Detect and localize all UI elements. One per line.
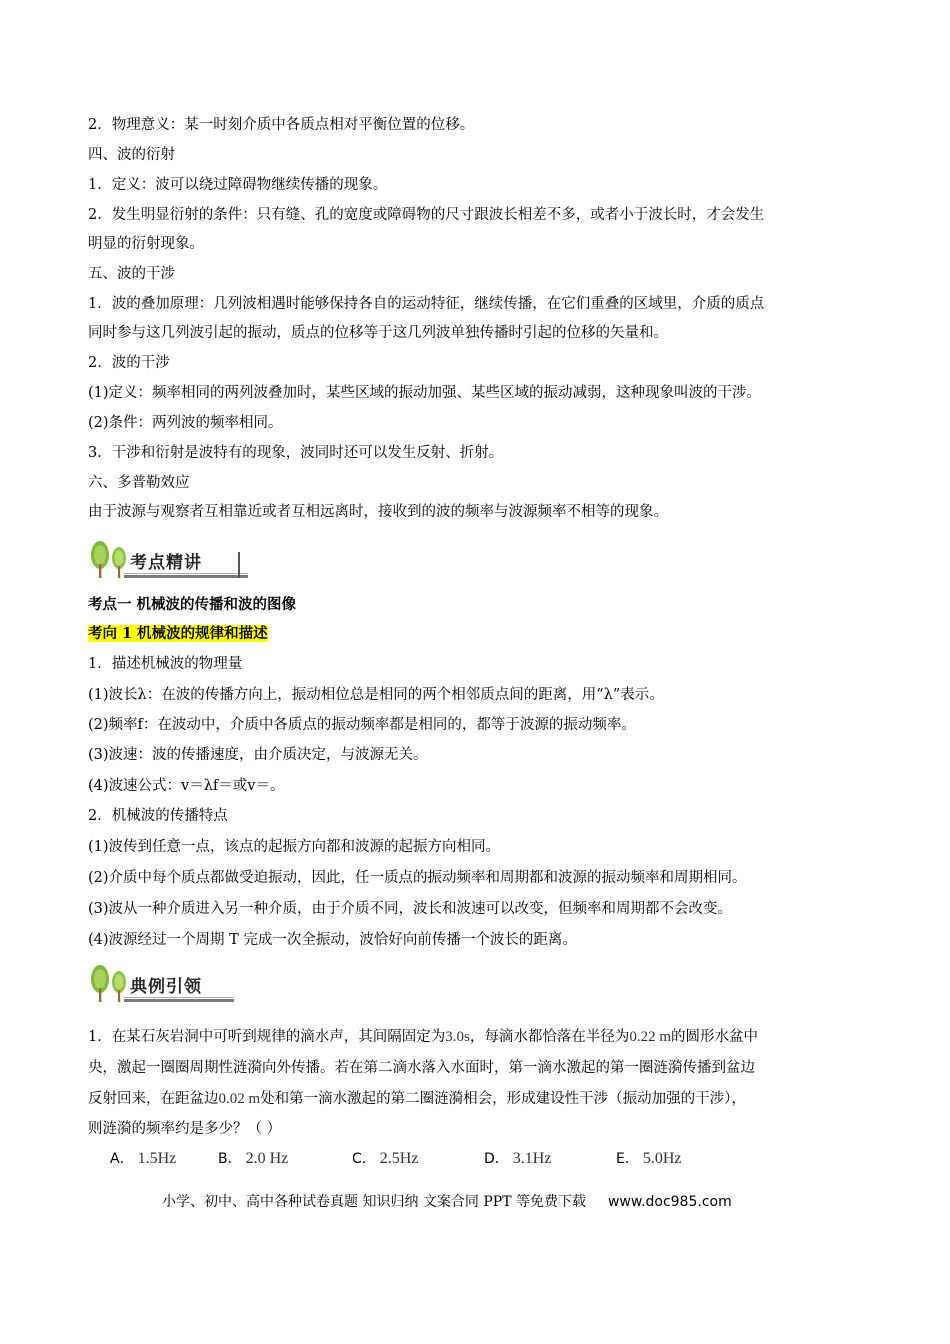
choice-label: B． <box>218 1151 242 1167</box>
footer-text: 小学、初中、高中各种试卷真题 知识归纳 文案合同 PPT 等免费下载 <box>162 1194 586 1210</box>
text-line: (1)波长λ：在波的传播方向上，振动相位总是相同的两个相邻质点间的距离，用“λ”表示。 <box>88 687 664 703</box>
topic-subheading <box>88 624 268 644</box>
formula-distance: 0.02 m <box>218 1091 261 1107</box>
choice-value: 5.0Hz <box>642 1150 682 1167</box>
section-heading: 五、波的干涉 <box>88 266 175 282</box>
question-line <box>88 1027 758 1047</box>
question-text: 的圆形水盆中 <box>671 1029 758 1045</box>
choice-value: 2.0 Hz <box>245 1150 289 1167</box>
choice-label: D． <box>484 1151 509 1167</box>
page-footer <box>162 1192 732 1212</box>
section-heading: 四、波的衍射 <box>88 147 175 163</box>
banner-underline <box>124 573 248 574</box>
section-banner-examples <box>88 962 248 1004</box>
text-line: 2．波的干涉 <box>88 355 170 371</box>
section-heading: 六、多普勒效应 <box>88 475 190 491</box>
text-line: (1)定义：频率相同的两列波叠加时，某些区域的振动加强、某些区域的振动减弱，这种现象叫波的干涉。 <box>88 385 762 401</box>
banner-title: 考点精讲 <box>130 553 202 573</box>
text-line: 由于波源与观察者互相靠近或者互相远离时，接收到的波的频率与波源频率不相等的现象。 <box>88 504 668 520</box>
choice-b[interactable] <box>218 1148 288 1170</box>
text-line: 2．发生明显衍射的条件：只有缝、孔的宽度或障碍物的尺寸跟波长相差不多，或者小于波长时，才会发生 <box>88 207 765 223</box>
text-line: 3．干涉和衍射是波特有的现象，波同时还可以发生反射、折射。 <box>88 445 504 461</box>
choice-value: 3.1Hz <box>512 1150 552 1167</box>
topic-heading: 考点一 机械波的传播和波的图像 <box>88 596 297 613</box>
question-line: 央，激起一圈圈周期性涟漪向外传播。若在第二滴水落入水面时，第一滴水激起的第一圈涟漪传播到盆边 <box>88 1060 755 1076</box>
text-line: 明显的衍射现象。 <box>88 236 204 252</box>
question-text: 反射回来，在距盆边 <box>88 1091 219 1107</box>
choice-d[interactable] <box>484 1148 551 1170</box>
text-line: 1．描述机械波的物理量 <box>88 656 243 672</box>
highlighted-subheading: 考向 1 机械波的规律和描述 <box>88 625 268 642</box>
text-line: (3)波从一种介质进入另一种介质，由于介质不同，波长和波速可以改变，但频率和周期都不会改变。 <box>88 901 733 917</box>
question-text: ，每滴水都恰落在半径为 <box>469 1029 630 1045</box>
text-line: 2．机械波的传播特点 <box>88 808 228 824</box>
choice-value: 1.5Hz <box>137 1150 177 1167</box>
question-text: 1．在某石灰岩洞中可听到规律的滴水声，其间隔固定为 <box>88 1029 446 1045</box>
text-line: (4)波源经过一个周期 T 完成一次全振动，波恰好向前传播一个波长的距离。 <box>88 932 577 948</box>
choice-label: A． <box>110 1151 134 1167</box>
formula-interval: 3.0s <box>445 1029 470 1045</box>
footer-link[interactable]: www.doc985.com <box>607 1194 732 1210</box>
text-line: (3)波速：波的传播速度，由介质决定，与波源无关。 <box>88 747 428 763</box>
text-line: (2)频率f：在波动中，介质中各质点的振动频率都是相同的，都等于波源的振动频率。 <box>88 717 636 733</box>
text-line: 2．物理意义：某一时刻介质中各质点相对平衡位置的位移。 <box>88 117 475 133</box>
banner-underline <box>124 999 234 1002</box>
question-line: 则涟漪的频率约是多少？（ ） <box>88 1121 282 1137</box>
text-line: 同时参与这几列波引起的振动，质点的位移等于这几列波单独传播时引起的位移的矢量和。 <box>88 325 668 341</box>
section-banner-key-points <box>88 538 248 580</box>
text-line: (2)介质中每个质点都做受迫振动，因此，任一质点的振动频率和周期都和波源的振动频率和周期相同。 <box>88 870 747 886</box>
banner-title: 典例引领 <box>130 977 202 997</box>
text-line: (2)条件：两列波的频率相同。 <box>88 415 283 431</box>
banner-underline <box>124 997 234 998</box>
choice-a[interactable] <box>110 1148 176 1170</box>
choice-c[interactable] <box>352 1148 418 1170</box>
banner-divider <box>238 552 240 578</box>
question-line <box>88 1089 746 1109</box>
text-line: (1)波传到任意一点，该点的起振方向都和波源的起振方向相同。 <box>88 839 501 855</box>
text-line: 1．定义：波可以绕过障碍物继续传播的现象。 <box>88 177 388 193</box>
formula-radius: 0.22 m <box>629 1029 671 1045</box>
choice-e[interactable] <box>616 1148 682 1170</box>
choice-label: E． <box>616 1151 639 1167</box>
text-line: (4)波速公式：v＝λf＝或v＝。 <box>88 778 285 794</box>
banner-underline <box>124 575 248 578</box>
text-line: 1．波的叠加原理：几列波相遇时能够保持各自的运动特征，继续传播，在它们重叠的区域里，介质的质点 <box>88 296 765 312</box>
choice-label: C． <box>352 1151 376 1167</box>
choice-value: 2.5Hz <box>379 1150 419 1167</box>
question-text: 处和第一滴水激起的第二圈涟漪相会，形成建设性干涉（振动加强的干涉）， <box>260 1091 746 1107</box>
